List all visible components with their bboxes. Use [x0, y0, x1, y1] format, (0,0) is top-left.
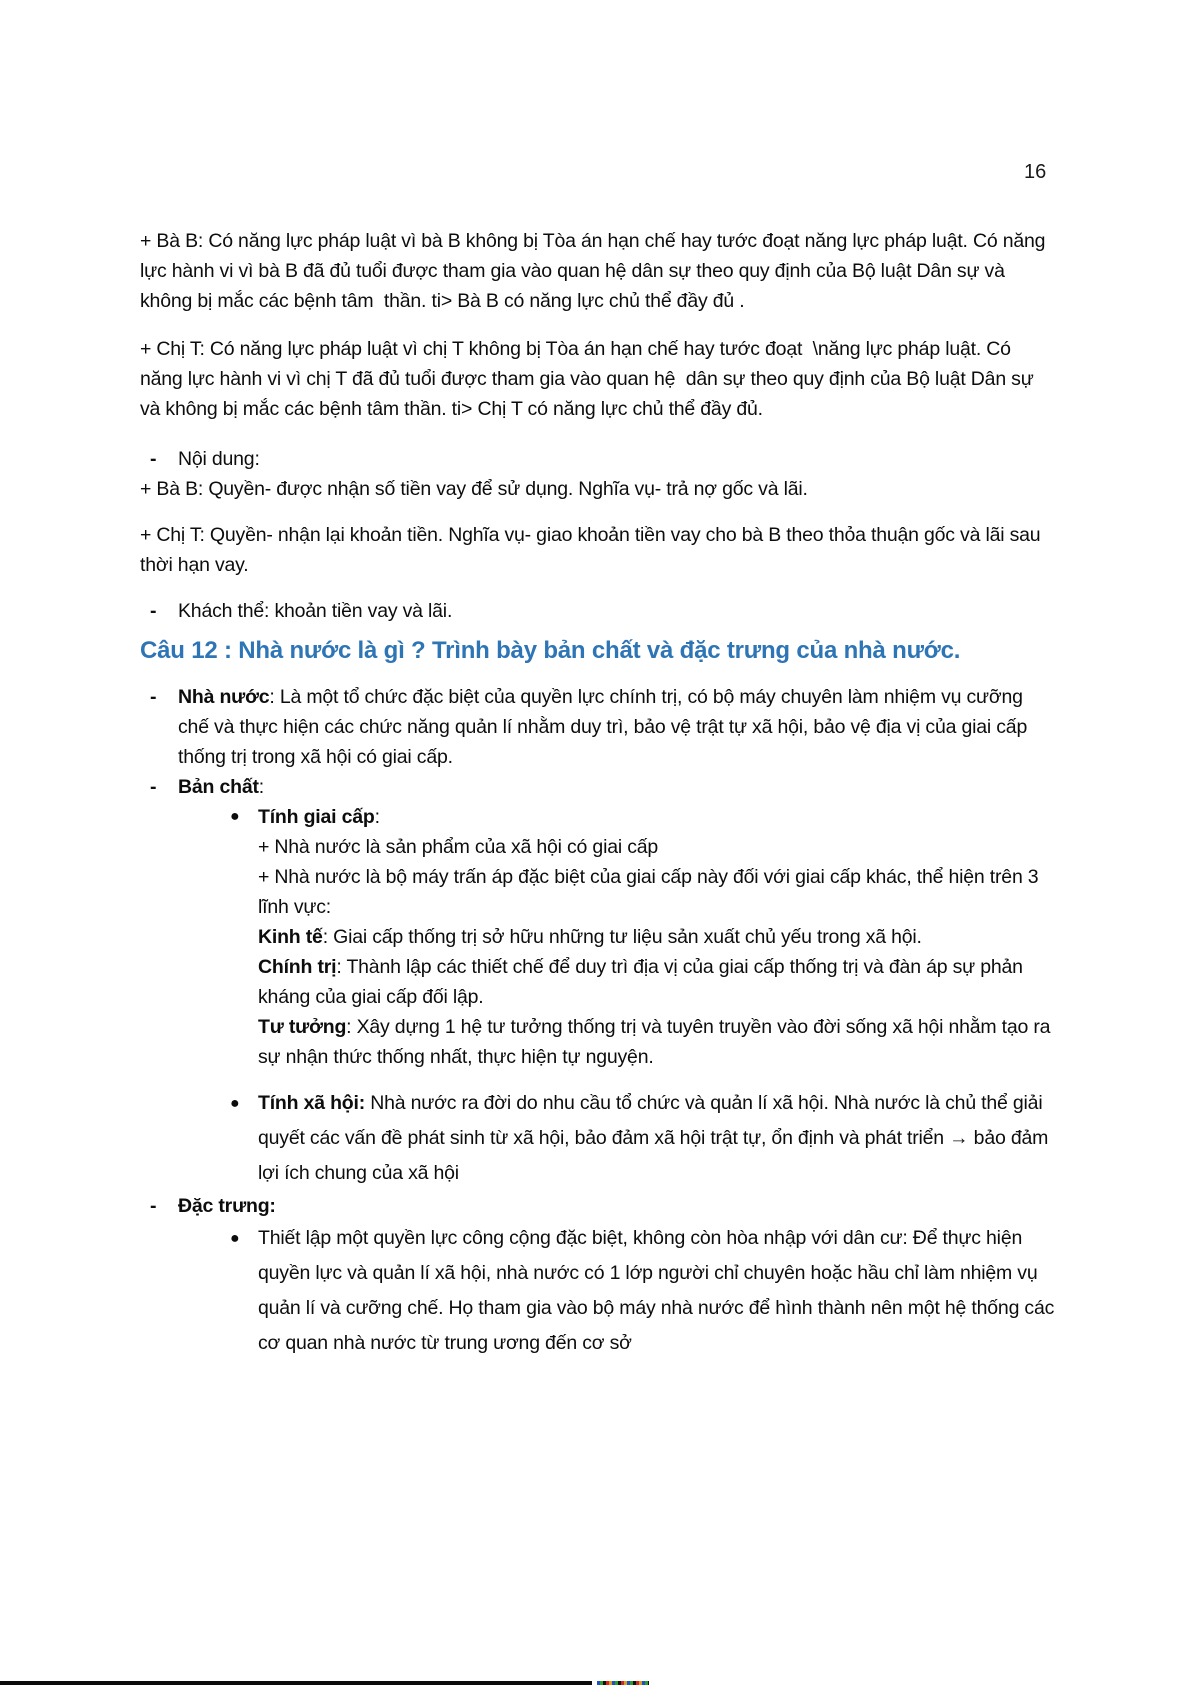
list-item-dac-trung	[140, 1191, 1056, 1221]
page-number: 16	[1024, 161, 1047, 183]
term-rest: : Là một tổ chức đặc biệt của quyền lực chính trị, có bộ máy chuyên làm nhiệm vụ cưỡng chế và thực hiện các chức năng quản lí nhằm duy trì, bảo vệ trật tự xã hội, bảo vệ địa vị của giai cấp thống trị trong xã hội có giai cấp.	[178, 686, 1033, 768]
paragraph-tu-tuong	[258, 1012, 1056, 1072]
dash-bullet-icon: -	[150, 1195, 157, 1217]
term-lead: Tính giai cấp	[258, 806, 375, 828]
dash-bullet-icon: -	[150, 776, 157, 798]
list-item-tinh-giai-cap	[230, 802, 1056, 832]
list-item-text: Thiết lập một quyền lực công cộng đặc biệt, không còn hòa nhập với dân cư: Để thực hiện quyền lực và quản lí xã hội, nhà nước có 1 lớp người chỉ chuyên hoặc hầu chỉ làm nhiệm vụ quản lí và cưỡng chế. Họ tham gia vào bộ máy nhà nước để hình thành nên một hệ thống các cơ quan nhà nước từ trung ương đến cơ sở	[258, 1227, 1060, 1354]
term-rest: Nhà nước ra đời do nhu cầu tổ chức và quản lí xã hội. Nhà nước là chủ thể giải quyết các vấn đề phát sinh từ xã hội, bảo đảm xã hội trật tự, ổn định và phát triển → bảo đảm lợi ích chung của xã hội	[258, 1092, 1054, 1184]
term-lead: Đặc trưng:	[178, 1195, 276, 1217]
list-item-noi-dung	[140, 444, 1056, 474]
term-lead: Nhà nước	[178, 686, 270, 708]
page-bottom-image-artifact	[597, 1681, 649, 1685]
list-item-text	[258, 802, 1056, 832]
list-item-text	[258, 1086, 1056, 1191]
paragraph-kinh-te	[258, 922, 1056, 952]
list-item-text	[178, 1191, 1056, 1221]
paragraph-chinh-tri	[258, 952, 1056, 1012]
paragraph-san-pham: + Nhà nước là sản phẩm của xã hội có giai cấp	[258, 836, 659, 858]
page-bottom-rule	[0, 1681, 592, 1685]
term-lead: Bản chất	[178, 776, 259, 798]
document-content	[140, 226, 1060, 1361]
dash-bullet-icon: -	[150, 600, 157, 622]
circle-bullet-icon: ●	[230, 1095, 240, 1112]
term-rest: :	[258, 776, 264, 798]
dash-bullet-icon: -	[150, 686, 157, 708]
term-lead: Tư tưởng	[258, 1016, 347, 1038]
paragraph-chi-t-capacity: + Chị T: Có năng lực pháp luật vì chị T không bị Tòa án hạn chế hay tước đoạt \năng lực pháp luật. Có năng lực hành vi vì chị T đã đủ tuổi được tham gia vào quan hệ dân sự theo quy định của Bộ luật Dân sự và không bị mắc các bệnh tâm thần. ti> Chị T có năng lực chủ thể đầy đủ.	[140, 338, 1039, 420]
paragraph-ba-b-content: + Bà B: Quyền- được nhận số tiền vay để sử dụng. Nghĩa vụ- trả nợ gốc và lãi.	[140, 478, 808, 500]
list-item-label: Khách thể: khoản tiền vay và lãi.	[178, 600, 453, 622]
list-item-tinh-xa-hoi	[230, 1086, 1056, 1191]
sub-block-tinh-giai-cap	[258, 832, 1056, 1072]
list-item-ban-chat	[140, 772, 1056, 802]
term-lead: Tính xã hội:	[258, 1092, 366, 1114]
term-rest: : Xây dựng 1 hệ tư tưởng thống trị và tuyên truyền vào đời sống xã hội nhằm tạo ra sự nhận thức thống nhất, thực hiện tự nguyện.	[258, 1016, 1056, 1068]
term-rest: : Giai cấp thống trị sở hữu những tư liệu sản xuất chủ yếu trong xã hội.	[322, 926, 922, 948]
list-item-text	[178, 682, 1056, 772]
circle-bullet-icon: ●	[230, 1230, 240, 1247]
section-heading-cau-12: Câu 12 : Nhà nước là gì ? Trình bày bản chất và đặc trưng của nhà nước.	[140, 637, 961, 664]
list-item-label: Nội dung:	[178, 448, 260, 470]
term-lead: Chính trị	[258, 956, 337, 978]
paragraph-chi-t-content: + Chị T: Quyền- nhận lại khoản tiền. Nghĩa vụ- giao khoản tiền vay cho bà B theo thỏa thuận gốc và lãi sau thời hạn vay.	[140, 524, 1046, 576]
term-lead: Kinh tế	[258, 926, 323, 948]
list-item-khach-the	[140, 596, 1056, 626]
circle-bullet-icon: ●	[230, 808, 240, 825]
paragraph-tran-ap: + Nhà nước là bộ máy trấn áp đặc biệt của giai cấp này đối với giai cấp khác, thể hiện trên 3 lĩnh vực:	[258, 866, 1044, 918]
paragraph-ba-b-capacity: + Bà B: Có năng lực pháp luật vì bà B không bị Tòa án hạn chế hay tước đoạt năng lực pháp luật. Có năng lực hành vi vì bà B đã đủ tuổi được tham gia vào quan hệ dân sự theo quy định của Bộ luật Dân sự và không bị mắc các bệnh tâm thần. ti> Bà B có năng lực chủ thể đầy đủ .	[140, 230, 1051, 312]
term-rest: :	[374, 806, 380, 828]
list-item-nha-nuoc	[140, 682, 1056, 772]
term-rest: : Thành lập các thiết chế để duy trì địa vị của giai cấp thống trị và đàn áp sự phản kháng của giai cấp đối lập.	[258, 956, 1028, 1008]
list-item-text	[178, 772, 1056, 802]
list-item-thiet-lap	[230, 1221, 1060, 1361]
dash-bullet-icon: -	[150, 448, 157, 470]
